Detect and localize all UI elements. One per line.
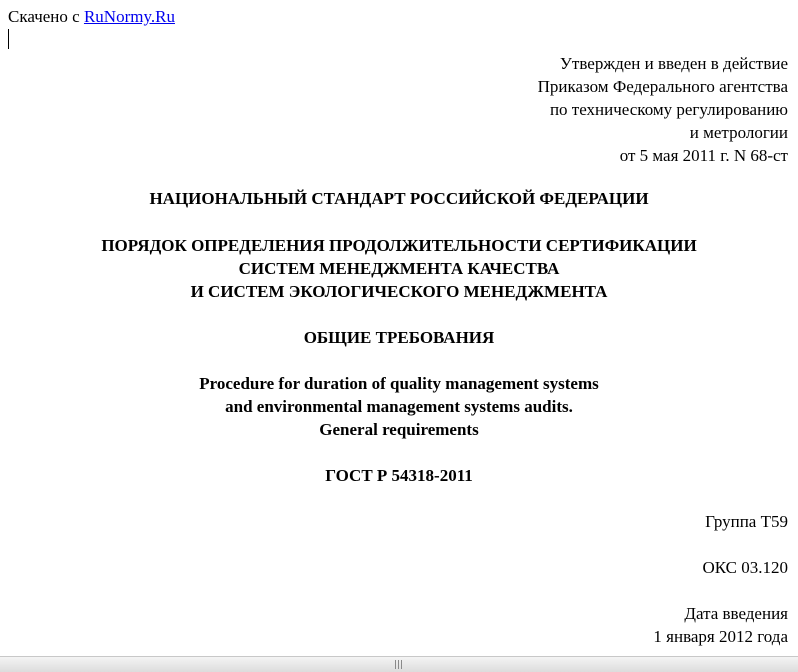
text-cursor xyxy=(8,29,9,49)
english-title-line: Procedure for duration of quality management systems xyxy=(199,374,599,393)
national-standard-heading xyxy=(0,187,798,210)
oks-text: ОКС 03.120 xyxy=(702,558,788,577)
intro-label: Дата введения xyxy=(684,604,788,623)
approval-line: Приказом Федерального агентства xyxy=(537,77,788,96)
approval-line: Утвержден и введен в действие xyxy=(559,54,788,73)
english-title xyxy=(0,372,798,441)
title-line: И СИСТЕМ ЭКОЛОГИЧЕСКОГО МЕНЕДЖМЕНТА xyxy=(190,282,608,301)
approval-line: и метрологии xyxy=(689,123,788,142)
grip-lines-icon[interactable] xyxy=(393,660,405,669)
national-standard-text: НАЦИОНАЛЬНЫЙ СТАНДАРТ РОССИЙСКОЙ ФЕДЕРАЦИИ xyxy=(149,189,649,208)
standard-code xyxy=(0,464,798,487)
english-title-line: and environmental management systems audits. xyxy=(225,397,573,416)
source-line xyxy=(8,5,175,28)
intro-date: 1 января 2012 года xyxy=(653,627,788,646)
group-text: Группа Т59 xyxy=(705,512,788,531)
english-title-line: General requirements xyxy=(319,420,479,439)
standard-code-text: ГОСТ Р 54318-2011 xyxy=(325,466,473,485)
horizontal-scrollbar[interactable] xyxy=(0,656,798,672)
intro-date-block xyxy=(653,602,788,648)
title-line: ПОРЯДОК ОПРЕДЕЛЕНИЯ ПРОДОЛЖИТЕЛЬНОСТИ СЕРТИФИКАЦИИ xyxy=(101,236,697,255)
group-line xyxy=(705,510,788,533)
runormy-link[interactable]: RuNormy.Ru xyxy=(83,7,175,26)
source-prefix: Скачено с xyxy=(8,7,84,26)
oks-line xyxy=(702,556,788,579)
document-title xyxy=(0,234,798,303)
approval-line: от 5 мая 2011 г. N 68-ст xyxy=(619,146,788,165)
approval-block xyxy=(538,52,788,167)
approval-line: по техническому регулированию xyxy=(549,100,788,119)
subtitle-text: ОБЩИЕ ТРЕБОВАНИЯ xyxy=(303,328,495,347)
title-line: СИСТЕМ МЕНЕДЖМЕНТА КАЧЕСТВА xyxy=(238,259,560,278)
subtitle xyxy=(0,326,798,349)
